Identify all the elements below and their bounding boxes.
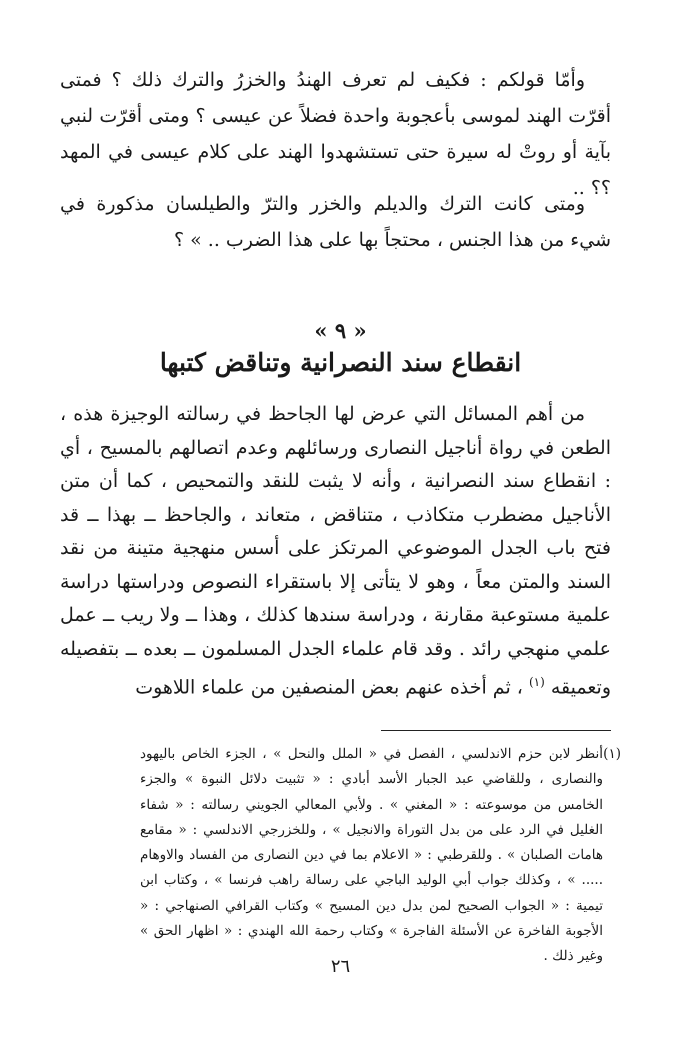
footnote-divider [381, 730, 611, 731]
paragraph-second: ومتى كانت الترك والديلم والخزر والترّ والطيلسان مذكورة في شيء من هذا الجنس ، محتجاً بها على هذا الضرب .. » ؟ [60, 193, 611, 251]
body-text-tail: ، ثم أخذه عنهم بعض المنصفين من علماء اللاهوت [135, 676, 523, 699]
section-number: « ٩ » [314, 318, 367, 343]
body-paragraph [60, 398, 611, 705]
footnote-reference[interactable]: (١) [528, 675, 545, 689]
body-text: من أهم المسائل التي عرض لها الجاحظ في رسالته الوجيزة هذه ، الطعن في رواة أناجيل النصارى ورسائلهم وعدم اتصالهم بالمسيح ، أي : انقطاع سند النصرانية ، وأنه لا يثبت للنقد والتمحيص ، كما أن متن الأناجيل مضطرب متكاذب ، متناقض ، متعاند ، والجاحظ ــ بهذا ــ قد فتح باب الجدل الموضوعي المرتكز على أسس منهجية متينة من نقد السند والمتن معاً ، وهو لا يتأتى إلا باستقراء النصوص ودراستها دراسة علمية مستوعبة مقارنة ، ودراسة سندها كذلك ، وهذا ــ ولا ريب ــ عمل علمي منهجي رائد . وقد قام علماء الجدل المسلمون ــ بعده ــ بتفصيله وتعميقه [60, 403, 611, 699]
footnote-marker: (١) [603, 746, 621, 762]
page-number: ٢٦ [330, 956, 351, 977]
footnote-text: أنظر لابن حزم الاندلسي ، الفصل في « الملل والنحل » ، الجزء الخاص باليهود والنصارى ، وللقاضي عبد الجبار الأسد أبادي : « تثبيت دلائل النبوة » والجزء الخامس من موسوعته : « المغني » . ولأبي المعالي الجويني رسالته : « شفاء الغليل في الرد على من بدل التوراة والانجيل » ، وللخزرجي الاندلسي : « مقامع هامات الصلبان » . وللقرطبي : « الاعلام بما في دين النصارى من الفساد والاوهام ..... » ، وكذلك جواب أبي الوليد الباجي على رسالة راهب فرنسا » ، وكتاب ابن تيمية : « الجواب الصحيح لمن بدل دين المسيح » وكتاب القرافي الصنهاجي : « الأجوبة الفاخرة عن الأسئلة الفاجرة » وكتاب رحمة الله الهندي : « اظهار الحق » وغير ذلك . [140, 746, 603, 965]
paragraph-opening: وأمّا قولكم : فكيف لم تعرف الهندُ والخزرُ والترك ذلك ؟ فمتى أقرّت الهند لموسى بأعجوبة واحدة فضلاً عن عيسى ؟ ومتى أقرّت لنبي بآية أو روتْ له سيرة حتى تستشهدوا الهند على كلام عيسى في المهد ؟؟ .. [60, 69, 611, 199]
section-title: انقطاع سند النصرانية وتناقض كتبها [159, 348, 522, 377]
